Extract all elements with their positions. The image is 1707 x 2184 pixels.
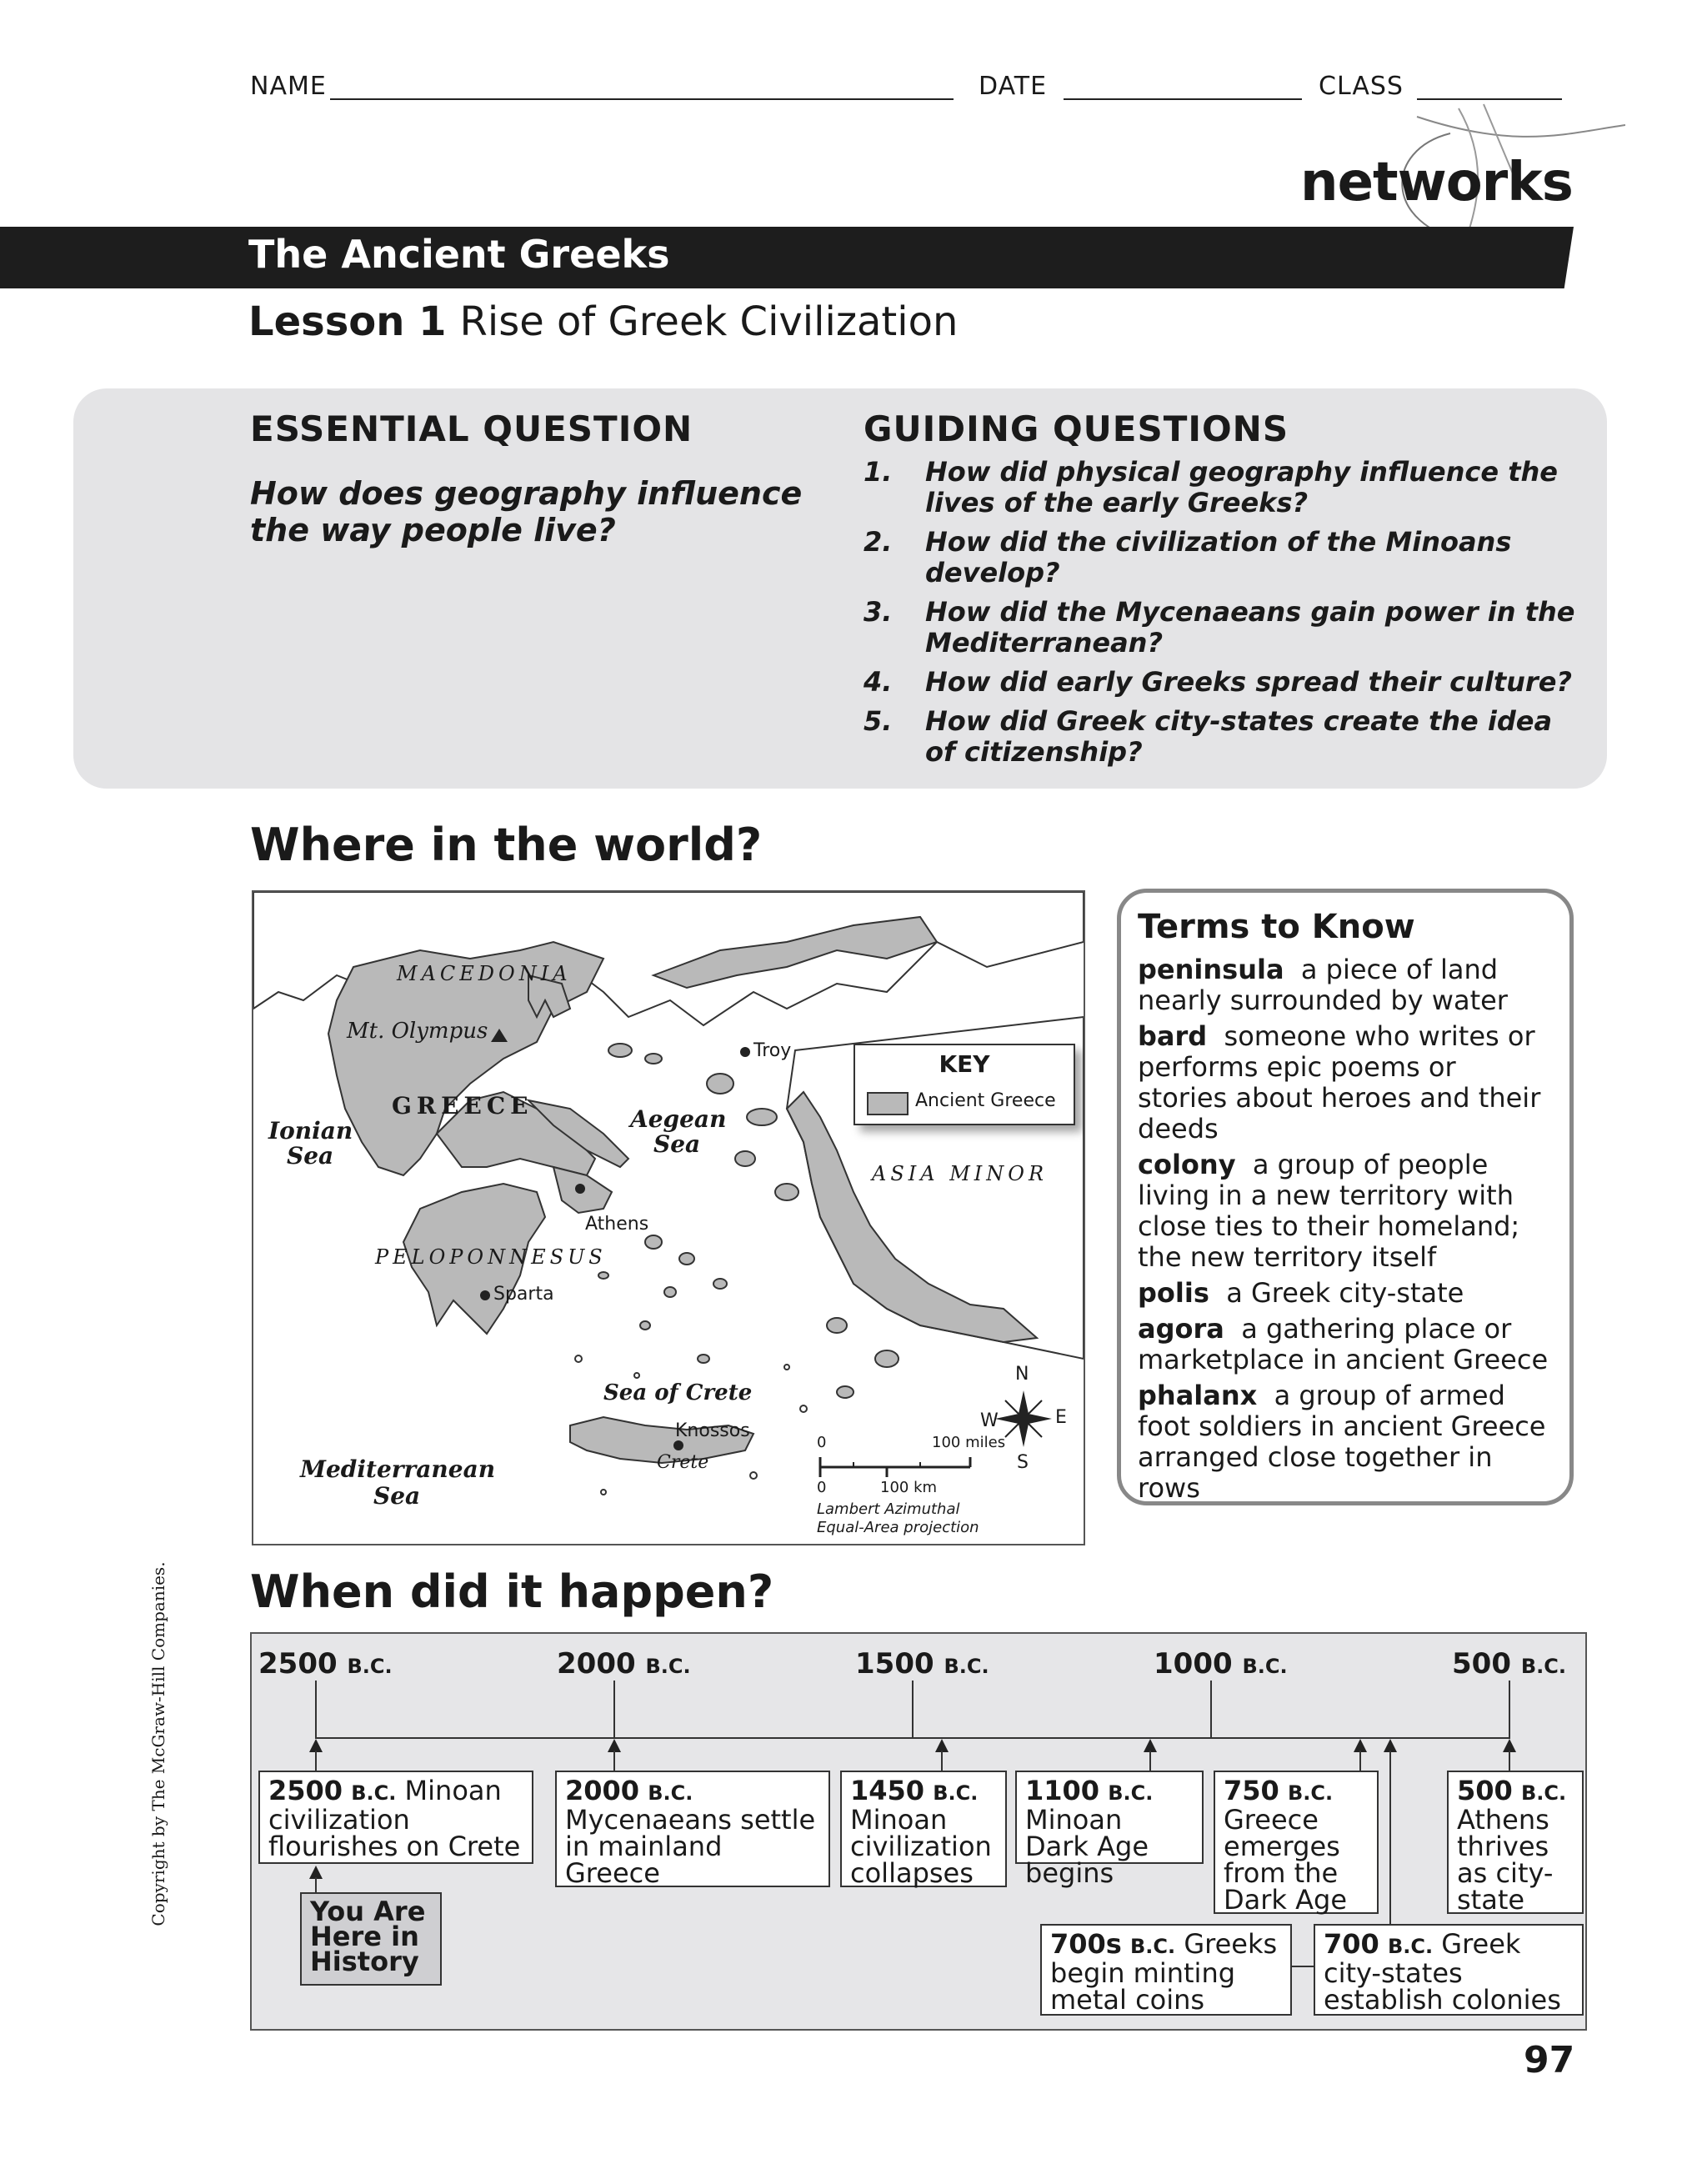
timeline-event: 750 B.C. Greece emerges from the Dark Age xyxy=(1214,1771,1379,1914)
term-definition: a gathering place or marketplace in ancient Greece xyxy=(1138,1313,1549,1375)
term-word: polis xyxy=(1138,1277,1209,1309)
term-word: phalanx xyxy=(1138,1380,1258,1411)
tick-mark xyxy=(912,1681,914,1737)
connector xyxy=(613,1751,615,1771)
timeline-event: 500 B.C. Athens thrives as city-state xyxy=(1447,1771,1584,1914)
question-number: 5. xyxy=(864,705,893,737)
label-sea-of-crete: Sea of Crete xyxy=(603,1380,753,1405)
tick-label: 2000 B.C. xyxy=(557,1647,691,1681)
guiding-questions-heading: GUIDING QUESTIONS xyxy=(864,408,1289,449)
where-heading: Where in the world? xyxy=(250,819,763,871)
essential-question: How does geography influence the way people live? xyxy=(250,475,803,549)
label-knossos: Knossos xyxy=(675,1420,750,1441)
date-field[interactable] xyxy=(1064,98,1302,100)
city-dot-sparta xyxy=(480,1290,490,1300)
terms-heading: Terms to Know xyxy=(1138,908,1415,946)
term-definition: a piece of land nearly surrounded by water xyxy=(1138,954,1508,1016)
term-item xyxy=(1138,1278,1553,1309)
label-aegean-sea: Aegean xyxy=(630,1105,727,1133)
you-are-here-marker: You Are Here in History xyxy=(300,1892,442,1986)
terms-to-know-box xyxy=(1117,889,1574,1505)
timeline-event: 700s B.C. Greeks begin minting metal coins xyxy=(1040,1924,1292,2016)
tick-mark xyxy=(613,1681,615,1737)
connector xyxy=(1292,1966,1314,1967)
map-ancient-greece xyxy=(252,890,1085,1545)
term-word: agora xyxy=(1138,1313,1224,1345)
compass-w: W xyxy=(980,1410,999,1431)
tick-mark xyxy=(1509,1681,1510,1737)
label-troy: Troy xyxy=(753,1040,792,1061)
label-ionian-sea: Ionian xyxy=(268,1117,353,1145)
networks-logo: networks xyxy=(1300,152,1573,213)
connector xyxy=(315,1751,317,1771)
guiding-question xyxy=(864,667,1580,698)
connector xyxy=(1509,1751,1510,1771)
label-athens: Athens xyxy=(585,1214,649,1235)
label-mt-olympus: Mt. Olympus xyxy=(347,1019,488,1044)
term-definition: a group of people living in a new territory with close ties to their homeland; the new territory itself xyxy=(1138,1149,1520,1273)
question-text: How did physical geography influence the lives of the early Greeks? xyxy=(925,456,1558,518)
label-crete: Crete xyxy=(657,1452,709,1473)
term-definition: someone who writes or performs epic poems or stories about heroes and their deeds xyxy=(1138,1020,1541,1145)
term-definition: a group of armed foot soldiers in ancient Greece arranged close together in rows xyxy=(1138,1380,1546,1504)
page-number: 97 xyxy=(1524,2039,1575,2081)
label-mediterranean-sea: Mediterranean xyxy=(300,1455,496,1483)
key-swatch xyxy=(867,1092,909,1115)
name-label: NAME xyxy=(250,72,327,101)
when-heading: When did it happen? xyxy=(250,1565,774,1618)
term-item xyxy=(1138,1380,1553,1504)
guiding-questions-list xyxy=(864,457,1580,776)
lesson-number: Lesson 1 xyxy=(248,298,447,345)
timeline-event: 2000 B.C. Mycenaeans settle in mainland Greece xyxy=(555,1771,830,1887)
label-ionian-sea-2: Sea xyxy=(287,1142,334,1170)
term-item xyxy=(1138,1021,1553,1145)
timeline-event: 2500 B.C. Minoan civilization flourishes on Crete xyxy=(258,1771,533,1864)
question-number: 4. xyxy=(864,666,893,698)
question-number: 3. xyxy=(864,596,893,628)
connector xyxy=(1389,1751,1391,1922)
label-aegean-sea-2: Sea xyxy=(653,1130,701,1158)
question-text: How did the civilization of the Minoans develop? xyxy=(925,526,1512,589)
timeline-event: 1450 B.C. Minoan civilization collapses xyxy=(840,1771,1007,1887)
city-dot-troy xyxy=(740,1047,750,1057)
name-field[interactable] xyxy=(330,98,954,100)
guiding-question xyxy=(864,457,1580,518)
connector xyxy=(315,1877,317,1892)
tick-mark xyxy=(1210,1681,1212,1737)
compass-n: N xyxy=(1015,1364,1029,1385)
label-asia-minor: ASIA MINOR xyxy=(872,1162,1049,1185)
question-text: How did Greek city-states create the idea of citizenship? xyxy=(925,705,1553,768)
term-definition: a Greek city-state xyxy=(1226,1277,1464,1309)
guiding-question xyxy=(864,527,1580,589)
term-word: colony xyxy=(1138,1149,1236,1180)
label-macedonia: MACEDONIA xyxy=(397,962,572,985)
guiding-question xyxy=(864,706,1580,768)
date-label: DATE xyxy=(979,72,1048,101)
city-dot-athens xyxy=(575,1184,585,1194)
projection-line-2: Equal-Area projection xyxy=(817,1519,979,1536)
tick-label: 2500 B.C. xyxy=(258,1647,393,1681)
scale-zero-km: 0 xyxy=(817,1479,827,1496)
copyright-notice: Copyright by The McGraw-Hill Companies. xyxy=(148,1561,168,1926)
title-banner xyxy=(0,227,1574,288)
city-dot-knossos xyxy=(673,1440,683,1450)
connector xyxy=(1149,1751,1151,1771)
question-text: How did the Mycenaeans gain power in the Mediterranean? xyxy=(925,596,1575,659)
map-key xyxy=(854,1044,1075,1125)
lesson-heading xyxy=(248,298,958,345)
label-greece: GREECE xyxy=(392,1092,533,1120)
essential-question-heading: ESSENTIAL QUESTION xyxy=(250,408,693,449)
class-label: CLASS xyxy=(1319,72,1404,101)
timeline-axis xyxy=(315,1737,1510,1739)
term-item xyxy=(1138,1150,1553,1273)
question-number: 2. xyxy=(864,526,893,558)
question-number: 1. xyxy=(864,456,893,488)
tick-mark xyxy=(315,1681,317,1737)
scale-zero-miles: 0 xyxy=(817,1434,827,1451)
timeline-event: 700 B.C. Greek city-states establish colonies xyxy=(1314,1924,1584,2016)
question-text: How did early Greeks spread their culture? xyxy=(925,666,1572,698)
connector xyxy=(1359,1751,1361,1771)
projection-line-1: Lambert Azimuthal xyxy=(817,1500,960,1518)
term-item xyxy=(1138,954,1553,1016)
term-item xyxy=(1138,1314,1553,1375)
guiding-question xyxy=(864,597,1580,659)
connector xyxy=(941,1751,943,1771)
timeline-event: 1100 B.C. Minoan Dark Age begins xyxy=(1015,1771,1204,1864)
lesson-title: Rise of Greek Civilization xyxy=(459,298,959,345)
label-sparta: Sparta xyxy=(493,1284,554,1305)
label-mediterranean-sea-2: Sea xyxy=(373,1482,421,1510)
chapter-title: The Ancient Greeks xyxy=(248,232,670,277)
label-peloponnesus: PELOPONNESUS xyxy=(375,1245,607,1269)
scale-km: 100 km xyxy=(880,1479,938,1496)
timeline-box xyxy=(250,1632,1587,2031)
tick-label: 1500 B.C. xyxy=(855,1647,989,1681)
compass-s: S xyxy=(1017,1452,1029,1473)
term-word: peninsula xyxy=(1138,954,1284,985)
tick-label: 500 B.C. xyxy=(1452,1647,1566,1681)
scale-miles: 100 miles xyxy=(932,1434,1006,1451)
key-item: Ancient Greece xyxy=(915,1090,1056,1111)
key-title: KEY xyxy=(939,1050,990,1078)
compass-e: E xyxy=(1055,1407,1067,1428)
term-word: bard xyxy=(1138,1020,1208,1052)
tick-label: 1000 B.C. xyxy=(1154,1647,1288,1681)
